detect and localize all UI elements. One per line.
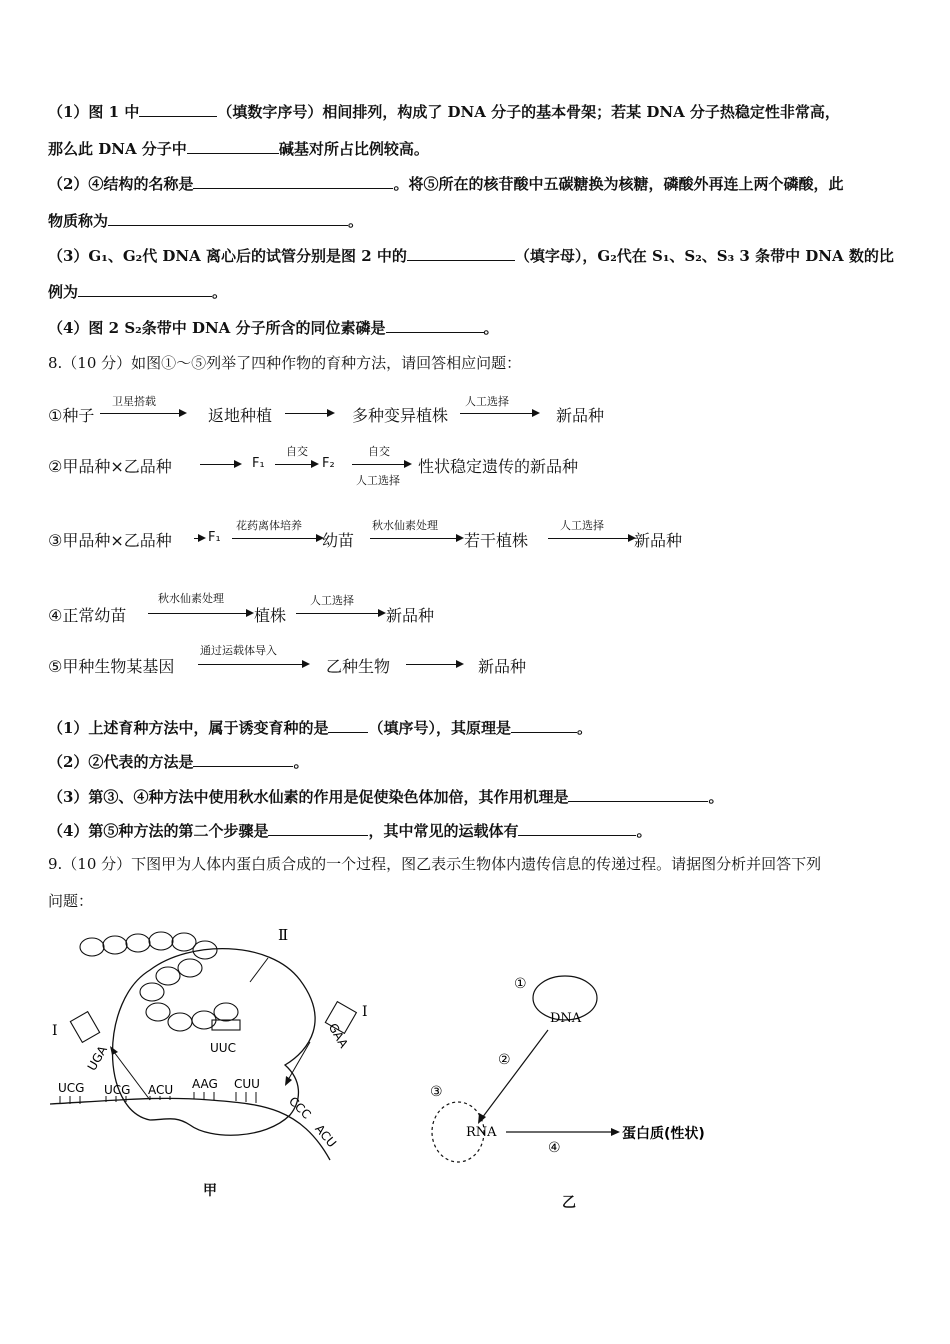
flow-arrow — [275, 464, 317, 465]
q7-part3-line2: 例为 。 — [48, 283, 228, 301]
dna-node: DNA — [550, 1011, 582, 1026]
flow-arrow — [548, 538, 634, 539]
arrow-label: 人工选择 — [310, 594, 354, 607]
flow-end: 新品种 — [386, 606, 435, 625]
flow-node: 若干植株 — [464, 531, 529, 550]
codon: CUU — [234, 1077, 260, 1091]
q7-part4: （4）图 2 S₂条带中 DNA 分子所含的同位素磷是 。 — [48, 319, 499, 337]
arrow-label: 自交 — [368, 445, 390, 458]
polypeptide-chain — [80, 932, 238, 1031]
flow-node: 多种变异植株 — [352, 406, 449, 425]
q8-part2: （2）②代表的方法是 。 — [48, 753, 309, 771]
q7-part2-line1: （2）④结构的名称是 。将⑤所在的核苷酸中五碳糖换为核糖，磷酸外再连上两个磷酸，此 — [48, 175, 844, 193]
q7-part1-line1: （1）图 1 中 （填数字序号）相间排列，构成了 DNA 分子的基本骨架；若某 DNA 分子热稳定性非常高， — [48, 103, 840, 121]
answer-blank[interactable] — [568, 787, 708, 802]
flow-arrow — [285, 413, 333, 414]
move-arrowhead — [285, 1076, 292, 1086]
label-II: Ⅱ — [278, 926, 289, 944]
translation-diagram — [40, 920, 380, 1170]
flow-arrow — [370, 538, 462, 539]
q8-part1: （1）上述育种方法中，属于诱变育种的是 （填序号），其原理是 。 — [48, 719, 592, 737]
flow-node: 返地种植 — [208, 406, 273, 425]
q7-part2-line2: 物质称为 。 — [48, 212, 364, 230]
anticodon-left: UGA — [84, 1043, 110, 1074]
arrow-label: 秋水仙素处理 — [372, 519, 438, 532]
flow-arrow — [296, 613, 384, 614]
flow-end: 性状稳定遗传的新品种 — [418, 457, 579, 476]
arrow-label: 自交 — [286, 445, 308, 458]
q7-part1-line2: 那么此 DNA 分子中 碱基对所占比例较高。 — [48, 140, 429, 158]
move-arrowhead — [110, 1046, 118, 1055]
answer-blank[interactable] — [78, 282, 212, 297]
flow-arrow — [198, 664, 308, 665]
arrow-label: 卫星搭载 — [112, 395, 156, 408]
flow-arrow — [460, 413, 538, 414]
flow-arrow — [148, 613, 252, 614]
q8-part3: （3）第③、④种方法中使用秋水仙素的作用是促使染色体加倍，其作用机理是 。 — [48, 788, 724, 806]
flow-node: 植株 — [254, 606, 287, 625]
label-I-left: Ⅰ — [52, 1023, 58, 1039]
q7-part3-line1: （3）G₁、G₂代 DNA 离心后的试管分别是图 2 中的 （填字母），G₂代在 S₁、S₂、S₃ 3 条带中 DNA 数的比 — [48, 247, 894, 265]
flow-arrow — [100, 413, 185, 414]
flow-arrow — [232, 538, 322, 539]
arrow-label: 花药离体培养 — [236, 519, 302, 532]
flow-arrow — [200, 464, 240, 465]
q9-title-line2: 问题： — [48, 892, 94, 910]
flow-start: ③甲品种×乙品种 — [48, 531, 172, 550]
flow-start: ②甲品种×乙品种 — [48, 457, 172, 476]
flow-node: F₂ — [322, 456, 335, 471]
answer-blank[interactable] — [108, 211, 348, 226]
flow-start: ①种子 — [48, 406, 95, 425]
flow-node: 幼苗 — [322, 531, 355, 550]
label-1: ① — [514, 976, 527, 992]
trna-left — [70, 1012, 99, 1043]
answer-blank[interactable] — [187, 139, 279, 154]
anticodon-mid: UUC — [210, 1041, 236, 1055]
answer-blank[interactable] — [193, 174, 393, 189]
codon: ACU — [312, 1121, 340, 1151]
answer-blank[interactable] — [386, 318, 484, 333]
codon: UCG — [104, 1083, 131, 1097]
label-line — [250, 958, 268, 982]
arrow-label: 人工选择 — [465, 395, 509, 408]
codon: AAG — [192, 1077, 218, 1091]
rna-node: RNA — [466, 1125, 497, 1140]
transcription-arrow — [482, 1030, 548, 1118]
label-2: ② — [498, 1052, 511, 1068]
flow-start: ④正常幼苗 — [48, 606, 127, 625]
codon: UCG — [58, 1081, 85, 1095]
q8-part4: （4）第⑤种方法的第二个步骤是 ，其中常见的运载体有 。 — [48, 822, 652, 840]
answer-blank[interactable] — [193, 752, 293, 767]
q9-title-line1: 9.（10 分）下图甲为人体内蛋白质合成的一个过程，图乙表示生物体内遗传信息的传递过程。请据图分析并回答下列 — [48, 855, 822, 873]
flow-node: 乙种生物 — [326, 657, 391, 676]
arrow-label: 通过运载体导入 — [200, 644, 277, 657]
flow-node: F₁ — [252, 456, 265, 471]
figure-caption-yi: 乙 — [562, 1195, 576, 1211]
answer-blank[interactable] — [511, 718, 577, 733]
codon-labels — [58, 1077, 339, 1150]
label-3: ③ — [430, 1084, 443, 1100]
answer-blank[interactable] — [268, 821, 368, 836]
arrow-label: 人工选择 — [356, 474, 400, 487]
anticodon-right: GAA — [325, 1020, 351, 1051]
label-I-right: Ⅰ — [362, 1004, 368, 1020]
protein-node: 蛋白质(性状) — [622, 1126, 705, 1142]
flow-end: 新品种 — [478, 657, 527, 676]
answer-blank[interactable] — [518, 821, 636, 836]
flow-arrow — [406, 664, 462, 665]
flow-end: 新品种 — [634, 531, 683, 550]
arrow-label: 人工选择 — [560, 519, 604, 532]
mrna-strand — [50, 1098, 330, 1160]
flow-start: ⑤甲种生物某基因 — [48, 657, 175, 676]
answer-blank[interactable] — [328, 718, 368, 733]
q8-title: 8.（10 分）如图①～⑤列举了四种作物的育种方法，请回答相应问题： — [48, 354, 522, 372]
figure-caption-jia: 甲 — [203, 1183, 217, 1199]
codon: CCC — [285, 1093, 314, 1122]
translation-arrowhead — [611, 1128, 620, 1136]
flow-end: 新品种 — [556, 406, 605, 425]
answer-blank[interactable] — [139, 102, 217, 117]
label-4: ④ — [548, 1140, 561, 1156]
flow-arrow — [352, 464, 410, 465]
codon: ACU — [148, 1083, 174, 1097]
central-dogma-diagram — [420, 960, 740, 1180]
arrow-label: 秋水仙素处理 — [158, 592, 224, 605]
answer-blank[interactable] — [407, 246, 515, 261]
flow-node: F₁ — [208, 530, 221, 545]
flow-arrow — [194, 538, 204, 539]
